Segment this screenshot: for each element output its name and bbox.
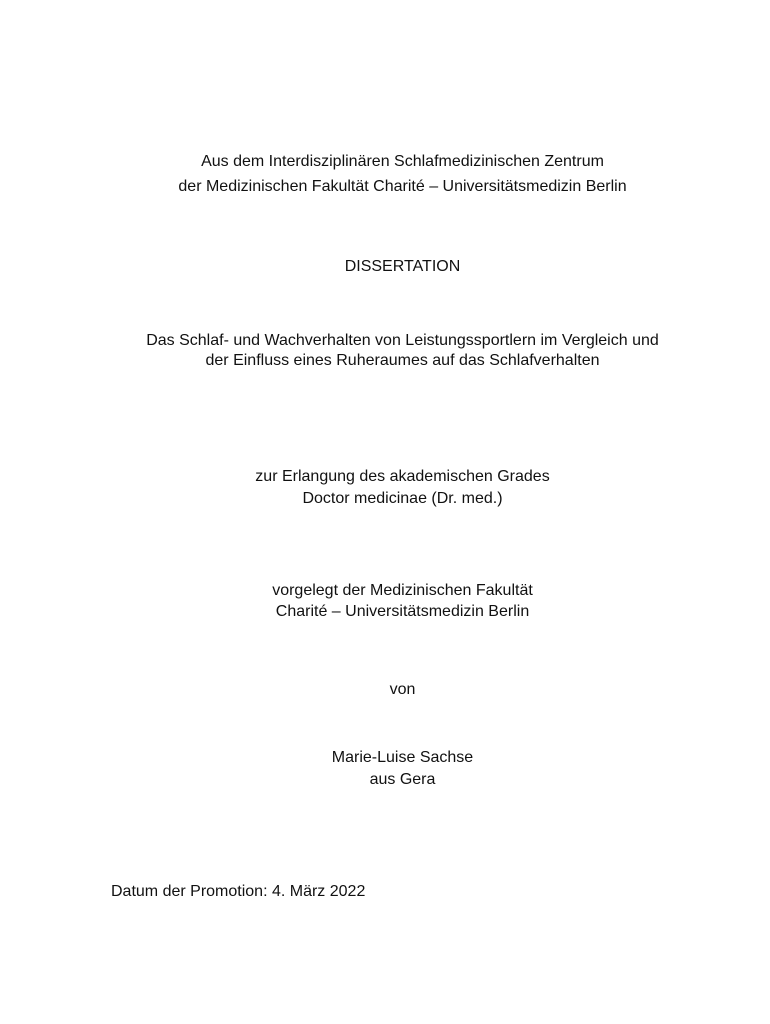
thesis-title-line-2: der Einfluss eines Ruheraumes auf das Schlafverhalten [205, 352, 600, 369]
degree-line-1: zur Erlangung des akademischen Grades [255, 468, 550, 485]
institution-line-2: der Medizinischen Fakultät Charité – Universitätsmedizin Berlin [178, 178, 627, 195]
author-origin: aus Gera [369, 771, 436, 788]
author-name: Marie-Luise Sachse [331, 749, 474, 766]
thesis-title-line-1: Das Schlaf- und Wachverhalten von Leistungssportlern im Vergleich und [146, 332, 659, 349]
degree-line-2: Doctor medicinae (Dr. med.) [302, 490, 503, 507]
promotion-date: Datum der Promotion: 4. März 2022 [111, 883, 366, 900]
document-type: DISSERTATION [344, 258, 461, 275]
by-label: von [389, 681, 416, 698]
submitted-line-2: Charité – Universitätsmedizin Berlin [275, 603, 530, 620]
submitted-line-1: vorgelegt der Medizinischen Fakultät [272, 582, 533, 599]
institution-line-1: Aus dem Interdisziplinären Schlafmedizinischen Zentrum [201, 153, 604, 170]
